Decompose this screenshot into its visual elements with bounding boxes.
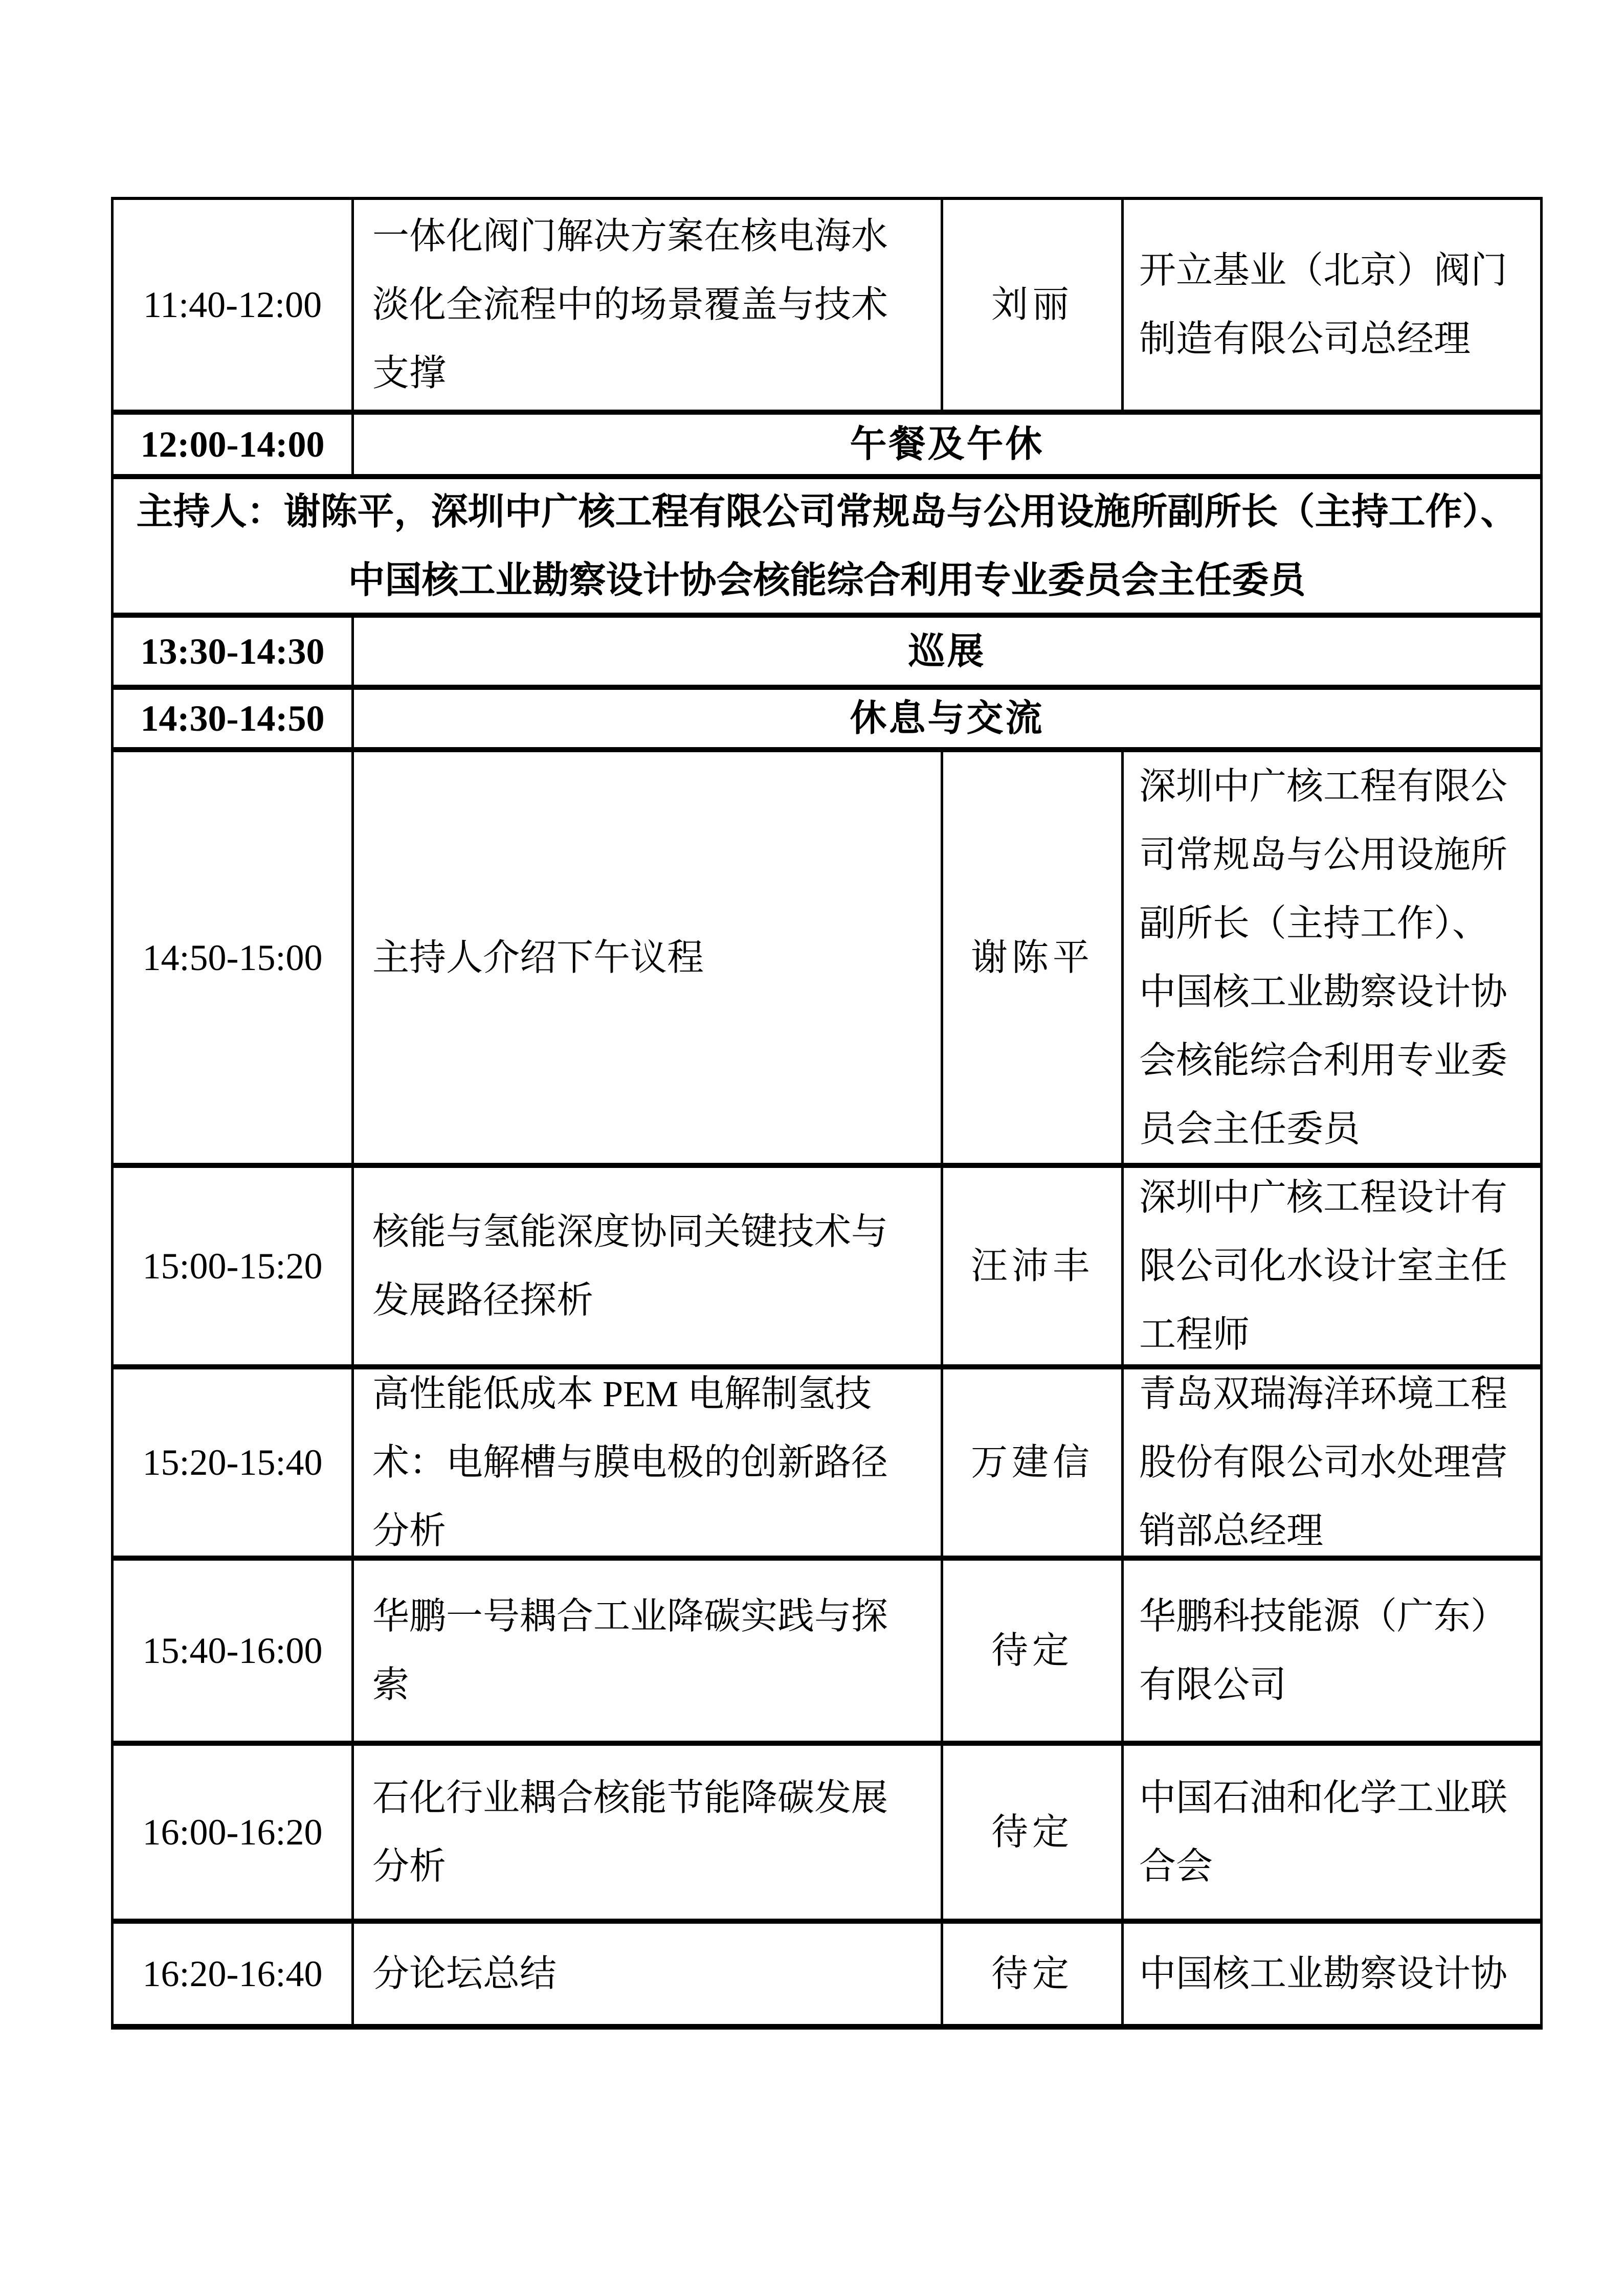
speaker-cell: 谢陈平 — [941, 752, 1121, 1163]
table-row — [114, 1556, 1540, 1741]
affiliation-cell: 中国石油和化学工业联合会 — [1121, 1746, 1540, 1919]
time-cell: 11:40-12:00 — [143, 284, 322, 325]
topic-cell: 华鹏一号耦合工业降碳实践与探索 — [351, 1561, 941, 1741]
affiliation-cell: 深圳中广核工程有限公司常规岛与公用设施所副所长（主持工作）、中国核工业勘察设计协会核能综合利用专业委员会主任委员 — [1121, 752, 1540, 1163]
break-label-cell: 午餐及午休 — [351, 415, 1540, 474]
time-cell: 15:20-15:40 — [142, 1442, 323, 1483]
speaker-cell: 汪沛丰 — [941, 1168, 1121, 1364]
break-label-cell: 巡展 — [351, 618, 1540, 685]
time-cell: 13:30-14:30 — [140, 631, 325, 672]
affiliation-cell: 中国核工业勘察设计协 — [1121, 1924, 1540, 2024]
table-row — [114, 474, 1540, 613]
affiliation-cell: 青岛双瑞海洋环境工程股份有限公司水处理营销部总经理 — [1121, 1369, 1540, 1556]
time-cell: 16:20-16:40 — [142, 1953, 323, 1994]
time-cell: 12:00-14:00 — [140, 424, 325, 465]
affiliation-cell: 开立基业（北京）阀门制造有限公司总经理 — [1121, 200, 1540, 410]
host-cell: 主持人：谢陈平，深圳中广核工程有限公司常规岛与公用设施所副所长（主持工作）、中国核工业勘察设计协会核能综合利用专业委员会主任委员 — [136, 491, 1518, 601]
topic-cell: 核能与氢能深度协同关键技术与发展路径探析 — [351, 1168, 941, 1364]
table-row — [114, 685, 1540, 747]
speaker-cell: 待定 — [941, 1924, 1121, 2024]
time-cell: 16:00-16:20 — [142, 1812, 323, 1853]
topic-cell: 分论坛总结 — [351, 1924, 941, 2024]
topic-cell: 高性能低成本 PEM 电解制氢技术：电解槽与膜电极的创新路径分析 — [351, 1369, 941, 1556]
time-cell: 14:50-15:00 — [142, 937, 323, 978]
break-label-cell: 休息与交流 — [351, 690, 1540, 747]
table-row — [114, 1741, 1540, 1919]
table-row — [114, 410, 1540, 474]
time-cell: 15:40-16:00 — [142, 1630, 323, 1671]
agenda-table — [111, 197, 1543, 2030]
table-row — [114, 200, 1540, 410]
table-row — [114, 613, 1540, 685]
time-cell: 14:30-14:50 — [140, 698, 325, 739]
table-row — [114, 1919, 1540, 2024]
speaker-cell: 待定 — [941, 1561, 1121, 1741]
affiliation-cell: 深圳中广核工程设计有限公司化水设计室主任工程师 — [1121, 1168, 1540, 1364]
topic-cell: 石化行业耦合核能节能降碳发展分析 — [351, 1746, 941, 1919]
speaker-cell: 刘丽 — [941, 200, 1121, 410]
table-row — [114, 747, 1540, 1163]
topic-cell: 主持人介绍下午议程 — [351, 752, 941, 1163]
table-row — [114, 1364, 1540, 1556]
speaker-cell: 万建信 — [941, 1369, 1121, 1556]
affiliation-cell: 华鹏科技能源（广东）有限公司 — [1121, 1561, 1540, 1741]
topic-cell: 一体化阀门解决方案在核电海水淡化全流程中的场景覆盖与技术支撑 — [351, 200, 941, 410]
table-row — [114, 1163, 1540, 1364]
time-cell: 15:00-15:20 — [142, 1246, 323, 1287]
speaker-cell: 待定 — [941, 1746, 1121, 1919]
